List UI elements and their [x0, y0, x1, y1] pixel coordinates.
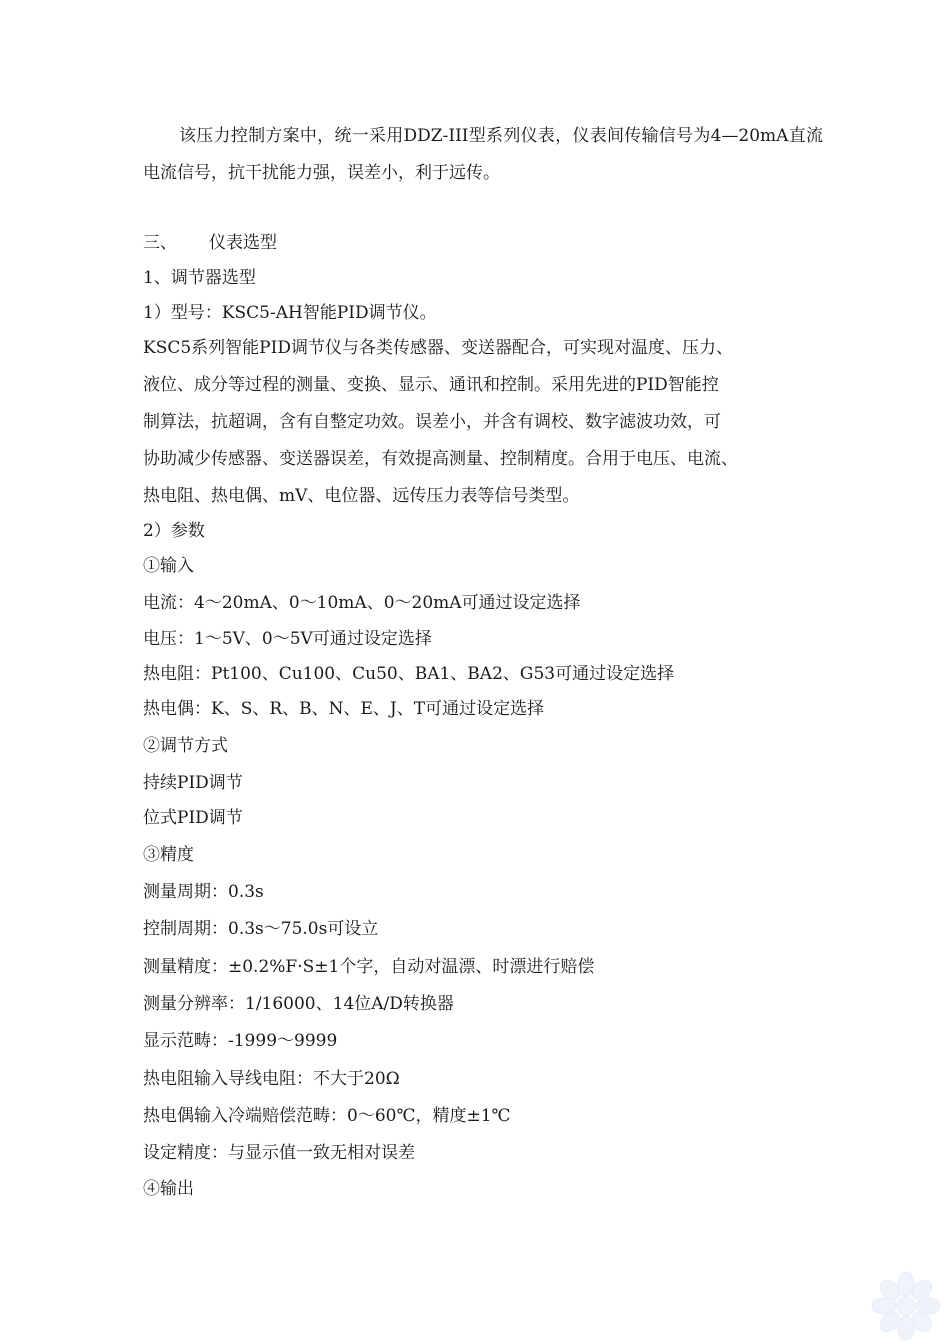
accuracy-line: 测量周期：0.3s	[143, 882, 264, 902]
accuracy-line: 测量精度：±0.2%F·S±1个字，自动对温漂、时漂进行赔偿	[143, 957, 595, 977]
input-heading: ①输入	[143, 556, 194, 576]
accuracy-line: 设定精度：与显示值一致无相对误差	[143, 1143, 415, 1163]
section-heading-title: 仪表选型	[209, 233, 277, 253]
model-line: 1）型号：KSC5-AH智能PID调节仪。	[143, 303, 437, 323]
description-line: 热电阻、热电偶、mV、电位器、远传压力表等信号类型。	[143, 486, 580, 506]
output-heading: ④输出	[143, 1179, 194, 1199]
regulation-line: 持续PID调节	[143, 773, 243, 793]
accuracy-line: 控制周期：0.3s～75.0s可设立	[143, 919, 379, 939]
input-line: 电压：1～5V、0～5V可通过设定选择	[143, 629, 432, 649]
description-line: 液位、成分等过程的测量、变换、显示、通讯和控制。采用先进的PID智能控	[143, 375, 719, 395]
accuracy-line: 显示范畴：-1999～9999	[143, 1031, 338, 1051]
description-line: KSC5系列智能PID调节仪与各类传感器、变送器配合，可实现对温度、压力、	[143, 338, 733, 358]
params-heading: 2）参数	[143, 521, 205, 541]
accuracy-heading: ③精度	[143, 845, 194, 865]
regulation-heading: ②调节方式	[143, 736, 228, 756]
regulation-line: 位式PID调节	[143, 808, 243, 828]
input-line: 热电偶：K、S、R、B、N、E、J、T可通过设定选择	[143, 699, 545, 719]
section-heading	[143, 232, 277, 254]
accuracy-line: 热电偶输入冷端赔偿范畴：0～60℃，精度±1℃	[143, 1106, 511, 1126]
input-line: 电流：4～20mA、0～10mA、0～20mA可通过设定选择	[143, 593, 581, 613]
section-heading-number: 三、	[143, 233, 177, 253]
accuracy-line: 热电阻输入导线电阻：不大于20Ω	[143, 1069, 400, 1089]
description-line: 协助减少传感器、变送器误差，有效提高测量、控制精度。合用于电压、电流、	[143, 449, 738, 469]
intro-paragraph: 该压力控制方案中，统一采用DDZ-III型系列仪表，仪表间传输信号为4—20mA直流电流信号，抗干扰能力强，误差小，利于远传。	[143, 126, 823, 183]
snowflake-watermark-icon	[868, 1268, 944, 1344]
description-line: 制算法，抗超调，含有自整定功效。误差小，并含有调校、数字滤波功效，可	[143, 412, 721, 432]
accuracy-line: 测量分辨率：1/16000、14位A/D转换器	[143, 994, 454, 1014]
subheading-regulator-selection: 1、调节器选型	[143, 268, 256, 288]
input-line: 热电阻：Pt100、Cu100、Cu50、BA1、BA2、G53可通过设定选择	[143, 664, 675, 684]
